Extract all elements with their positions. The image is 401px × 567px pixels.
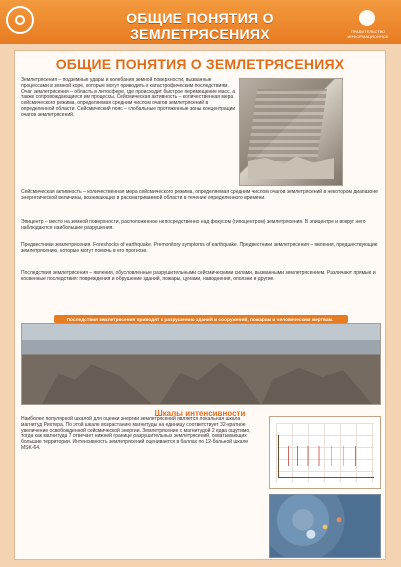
damaged-building-photo [239,78,343,186]
rubble-shape [160,352,260,404]
scale-title: Шкалы интенсивности [154,409,246,418]
rubble-caption: Последствия землетрясения приводят к разрушению зданий и сооружений, пожарам и человеческим жертвам. [66,318,334,323]
header-bar [0,0,401,44]
scale-text: Наиболее популярной шкалой для оценки энергии землетрясений является локальная шкала магнитуд Рихтера. По этой шкале возрастанию магнитуды на единицу соответствует 32-кратное увеличение освобожденной сейсмической энергии. Землетрясение с магнитудой 2 едва ощутимо, тогда как магнитуда 7 отвечает нижней границе разрушительных землетрясений, охватывающих большие территории. Интенсивность землетрясений оценивается в баллах по 12-бальной шкале MSK-64. [21,416,251,451]
poster-logo [6,6,34,34]
rubble-photo [21,323,381,405]
activity-text: Сейсмическая активность – количественная мера сейсмического режима, определяемая средним числом очагов землетрясений в некотором диапазоне энергетической величины, возникающих в рассматриваемой области в течение определенного времени. [21,189,378,201]
seismogram-chart [269,416,381,489]
main-title: ОБЩИЕ ПОНЯТИЯ О ЗЕМЛЕТРЯСЕНИЯХ [55,56,345,72]
seismogram-wave [281,446,370,466]
rubble-shape [262,359,372,404]
content-sheet [14,50,386,560]
intensity-map [269,494,381,558]
intro-text: Землетрясения – подземные удары и колебания земной поверхности, вызванные процессами в земной коре, которые могут приводить к катастрофическим последствиям. Очаг землетрясения – область в литосфере, где происходит быстрое перемещение масс, а также сопровождающиеся им процессы. Сейсмическая активность – количественная мера сейсмического режима, определяемая средним числом очагов землетрясений в определенной области. Сейсмический пояс – глобальные протяженные зоны концентрации очагов землетрясений. [21,77,236,118]
consequences-text: Последствия землетрясения – явления, обусловленные разрушительными сейсмическими силами, вызванными землетрясением. Различают прямые и косвенные последствия: повреждения и обрушение зданий, пожары, цунами, наводнения, оползни и другие. [21,270,376,282]
top-title: ОБЩИЕ ПОНЯТИЯ О ЗЕМЛЕТРЯСЕНИЯХ [126,10,274,42]
foreshocks-text: Предвестники землетрясения. Foreshocks of earthquake. Premonitory symptoms of earthquake. Предвестники землетрясения – явления, предшествующие землетрясению, которые могут помочь в его прогнозе. [21,242,378,254]
right-logo-text: ПРАВИТЕЛЬСТВО ИНФОРМАЦИОННОЕ [347,29,389,39]
epicenter-text: Эпицентр – место на земной поверхности, расположенное непосредственно над фокусом (гипоцентром) землетрясения. В эпицентре и вокруг него наблюдаются наибольшие разрушения. [21,219,366,231]
right-logo [359,10,375,26]
rubble-shape [42,360,152,404]
